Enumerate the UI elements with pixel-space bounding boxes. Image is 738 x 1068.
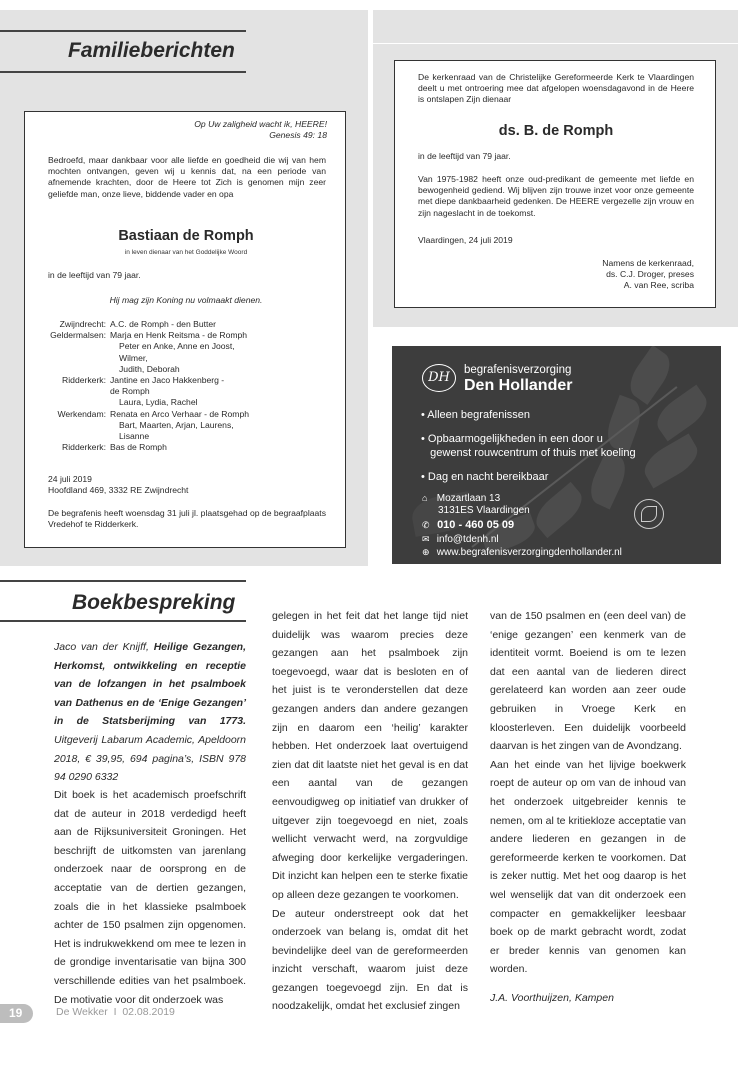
ad-email — [422, 533, 499, 546]
ad-bullet-1: • Alleen begrafenissen — [421, 409, 531, 421]
ad-street — [422, 492, 500, 505]
email-text: info@tdenh.nl — [436, 534, 499, 545]
family-place: Geldermalsen: — [50, 330, 106, 341]
family-names: Judith, Deborah — [119, 363, 180, 374]
obituary-notice-church — [394, 60, 716, 308]
leaf-decoration — [602, 395, 646, 453]
family-place — [1, 386, 110, 397]
family-row — [1, 397, 321, 408]
book-title: Heilige Gezangen, Herkomst, ontwikkeling en receptie van de lofzangen in het psalmboek van Dathenus en de ‘Enige Gezangen’ in de Statsberijming van 1773. — [54, 641, 246, 728]
family-names: de Romph — [110, 386, 150, 397]
family-names: Wilmer, — [119, 352, 148, 363]
book-citation — [54, 638, 246, 787]
phone-icon: ✆ — [422, 520, 430, 530]
church-intro: De kerkenraad van de Christelijke Gereformeerde Kerk te Vlaardingen deelt u met ontroering mee dat afgelopen woensdagavond in de Heere is ontslapen Zijn dienaar — [418, 72, 694, 105]
family-row — [1, 431, 321, 442]
family-place — [1, 341, 110, 352]
company-tagline: begrafenisverzorging — [464, 364, 572, 376]
family-row — [1, 341, 321, 352]
family-place: Zwijndrecht: — [59, 319, 106, 329]
company-name: Den Hollander — [464, 377, 573, 394]
review-column-2 — [272, 607, 468, 1016]
family-place: Ridderkerk: — [62, 375, 106, 386]
familieberichten-header — [0, 28, 246, 76]
family-names: Laura, Lydia, Rachel — [119, 397, 198, 408]
review-rule-top — [0, 580, 246, 582]
panel-divider — [373, 43, 738, 44]
family-place — [1, 397, 110, 408]
book-details: Uitgeverij Labarum Academic, Apeldoorn 2018, € 39,95, 694 pagina’s, ISBN 978 94 0290 6332 — [54, 733, 246, 784]
ad-bullet-3: • Dag en nacht bereikbaar — [421, 471, 549, 483]
family-row — [1, 330, 321, 341]
leaf-decoration — [638, 434, 703, 489]
deceased-role: in leven dienaar van het Goddelijke Woord — [124, 249, 248, 256]
leaf-decoration — [529, 482, 588, 538]
deceased-age: in de leeftijd van 79 jaar. — [48, 270, 141, 280]
ad-website — [422, 546, 622, 559]
family-names: Bart, Maarten, Arjan, Laurens, — [119, 419, 234, 430]
family-row — [1, 375, 321, 386]
family-names: Marja en Henk Reitsma - de Romph — [110, 330, 248, 341]
notice-verse: Hij mag zijn Koning nu volmaakt dienen. — [109, 295, 263, 305]
company-logo: DH — [422, 364, 456, 392]
header-rule-top — [0, 30, 246, 32]
signature-line-3: A. van Ree, scriba — [623, 280, 694, 290]
page-number: 19 — [9, 1006, 23, 1020]
notice-intro: Bedroefd, maar dankbaar voor alle liefde en goedheid die wij van hem mochten ontvangen, geven wij u kennis dat, na een periode van afnemende krachten, door de Heere tot Zich is genomen mijn zeer geliefde man, onze lieve, biddende vader en opa — [48, 155, 326, 199]
family-row — [1, 319, 321, 330]
family-place — [1, 364, 110, 375]
header-rule-bottom — [0, 71, 246, 73]
family-place — [1, 431, 110, 442]
family-row — [1, 420, 321, 431]
family-row — [1, 442, 321, 453]
review-paragraph: Aan het einde van het lijvige boekwerk roept de auteur op om van de inhoud van het onderzoek uitgebreider kennis te nemen, om al te kritiekloze acceptatie van andere liederen en gezangen in de gereformeerde kerken te voorkomen. Dat is zeker nuttig. Met het oog daarop is het wel wenselijk dat van dit onderzoek een compacter en gemakkelijker leesbaar boek op de markt gebracht wordt, zodat er breder kennis van genomen kan worden. — [490, 758, 686, 976]
deceased-name: Bastiaan de Romph — [118, 228, 254, 244]
family-row — [1, 409, 321, 420]
family-names: A.C. de Romph - den Butter — [110, 319, 217, 329]
notice-date: 24 juli 2019 — [48, 474, 92, 484]
family-list — [1, 319, 321, 453]
obituary-notice-family — [24, 111, 346, 548]
church-body: Van 1975-1982 heeft onze oud-predikant de gemeente met liefde en bewogenheid gediend. Wij blijven zijn trouwe inzet voor onze gemeente met diepe dankbaarheid gedenken. De HEERE vergezelle zijn vrouw en zijn nageslacht in de toekomst. — [418, 174, 694, 218]
family-names: Peter en Anke, Anne en Joost, — [119, 341, 235, 352]
ad-bullet-2: • Opbaarmogelijkheden in een door u — [421, 433, 603, 445]
family-row — [1, 364, 321, 375]
family-row — [1, 353, 321, 364]
church-deceased-name: ds. B. de Romph — [498, 123, 614, 139]
phone-text: 010 - 460 05 09 — [437, 519, 515, 531]
leaf-decoration — [650, 385, 713, 442]
mail-icon: ✉ — [422, 534, 430, 544]
street-text: Mozartlaan 13 — [436, 493, 501, 504]
review-rule-bottom — [0, 620, 246, 622]
review-column-1: Dit boek is het academisch proefschrift dat de auteur in 2018 verdedigd heeft aan de Rijksuniversiteit Groningen. Het beschrijft de uitkomsten van jarenlang onderzoek naar de oorsprong en de acceptatie van de dertien gezangen, zoals die in het klassieke psalmboek achter de 150 psalmen zijn opgenomen. Het is indrukwekkend om mee te lezen in de grondige inventarisatie van bijna 300 verschillende edities van het psalmboek. De motivatie voor dit onderzoek was — [54, 789, 246, 1006]
family-place — [1, 420, 110, 431]
leaf-decoration — [623, 346, 677, 405]
review-column-3 — [490, 607, 686, 1007]
page-number-badge — [0, 1004, 33, 1023]
church-place-date: Vlaardingen, 24 juli 2019 — [418, 235, 513, 245]
review-title: Boekbespreking — [72, 591, 236, 614]
review-author: J.A. Voorthuijzen, Kampen — [490, 991, 614, 1004]
notice-burial: De begrafenis heeft woensdag 31 juli jl. plaatsgehad op de begraafplaats Vredehof te Ridderkerk. — [48, 508, 326, 530]
seal-inner-icon — [641, 506, 657, 522]
notice-quote: Op Uw zaligheid wacht ik, HEERE! — [194, 119, 327, 129]
notice-address: Hoofdland 469, 3332 RE Zwijndrecht — [48, 485, 189, 495]
seal-icon — [634, 499, 664, 529]
page-title: Familieberichten — [68, 39, 235, 62]
family-names: Jantine en Jaco Hakkenberg - — [110, 375, 225, 386]
issue-info: De Wekker I 02.08.2019 — [56, 1006, 175, 1018]
review-paragraph: De auteur onderstreept ook dat het onderzoek van belang is, omdat dit het bevindelijke deel van de gereformeerden inzicht verschaft, waarom juist deze gezangen toegevoegd zijn. En dat is noodzakelijk, omdat het exclusief zingen — [272, 907, 468, 1013]
family-row — [1, 386, 321, 397]
family-names: Lisanne — [119, 431, 150, 442]
family-names: Renata en Arco Verhaar - de Romph — [110, 408, 250, 419]
review-header — [0, 576, 246, 624]
website-text: www.begrafenisverzorgingdenhollander.nl — [436, 547, 622, 558]
church-age: in de leeftijd van 79 jaar. — [418, 151, 511, 161]
family-place: Werkendam: — [57, 408, 106, 419]
family-place — [1, 353, 110, 364]
book-author: Jaco van der Knijff, — [54, 641, 154, 653]
home-icon: ⌂ — [422, 493, 428, 503]
ad-city: 3131ES Vlaardingen — [438, 505, 530, 516]
ad-phone — [422, 519, 514, 531]
family-names: Bas de Romph — [110, 442, 167, 453]
notice-quote-ref: Genesis 49: 18 — [269, 130, 327, 140]
family-place: Ridderkerk: — [62, 442, 106, 453]
globe-icon: ⊕ — [422, 547, 430, 557]
review-paragraph: gelegen in het feit dat het lange tijd niet duidelijk was waarom precies deze gezangen aan het psalmboek zijn toegevoegd, waar dat is besloten en of het juist is te veronderstellen dat deze gezangen anders dan andere gezangen zijn en daarom een ‘heilig’ karakter hebben. Het onderzoek laat overtuigend zien dat dit laatste niet het geval is en dat een aantal van de gezangen eenvoudigweg op initiatief van drukker of uitgever zijn toegevoegd en niet, zoals wellicht verwacht werd, na zorgvuldige afweging door kerkelijke vergaderingen. Dit inzicht kan helpen een te sterke fixatie op alleen deze gezangen te voorkomen. — [272, 610, 468, 901]
review-paragraph: van de 150 psalmen en (een deel van) de ‘enige gezangen’ een kenmerk van de identiteit vormt. Boeiend is om te lezen dat een aantal van de liederen direct gerelateerd kan worden aan zeer oude gebruiken in Vroege Kerk en kloosterleven. Een duidelijk voorbeeld daarvan is het zingen van de Avondzang. — [490, 610, 686, 753]
funeral-advertisement — [392, 346, 721, 564]
signature-line-1: Namens de kerkenraad, — [602, 258, 694, 268]
ad-bullet-2b: gewenst rouwcentrum of thuis met koeling — [421, 447, 636, 459]
signature-line-2: ds. C.J. Droger, preses — [606, 269, 694, 279]
